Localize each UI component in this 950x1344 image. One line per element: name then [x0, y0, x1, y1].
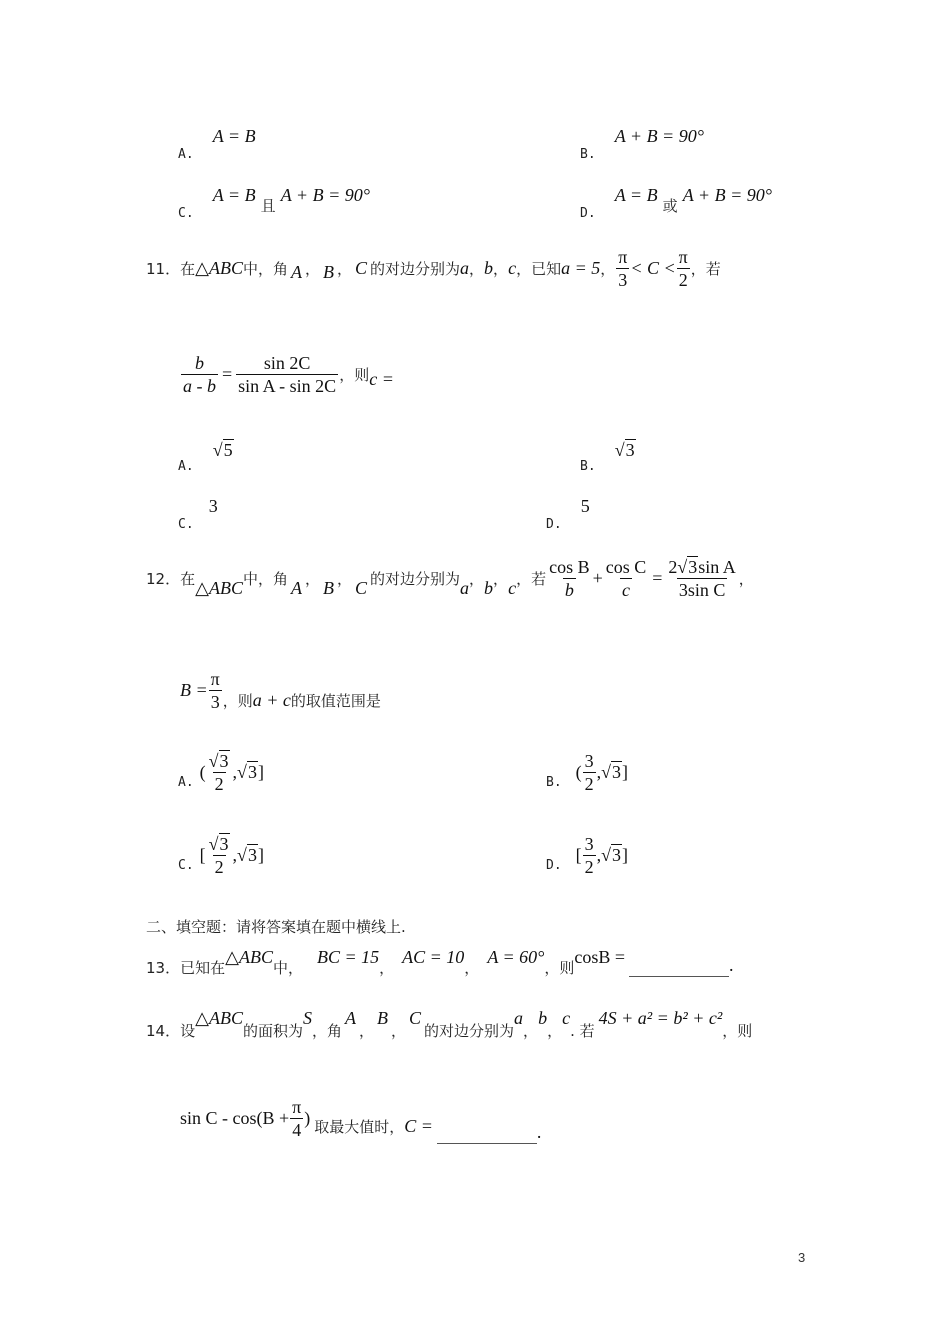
- fraction-lhs: $\frac{b}{a - b}$: [183, 353, 216, 396]
- ask-expression: C =: [404, 1116, 433, 1136]
- stem-text: ，则: [544, 959, 575, 977]
- var-b: b: [484, 258, 494, 278]
- q11-option-c: [178, 496, 218, 532]
- inequality: < C <: [630, 258, 676, 278]
- q10-option-d: [580, 185, 772, 221]
- option-math: A + B = 90°: [614, 126, 704, 146]
- q14-stem: 14． 设 △ABC 的面积为 S ，角 A ， B ， C 的对边分别为 a ， b ， c . 若 4S + a² = b² + c² ，则: [146, 1008, 753, 1040]
- triangle-symbol: △ABC: [195, 578, 243, 598]
- stem-text: ，角: [311, 1022, 342, 1040]
- separator: ，: [379, 959, 395, 977]
- stem-text: 取最大值时，: [314, 1118, 405, 1136]
- condition-bc: BC = 15: [316, 947, 380, 967]
- var-c-upper: C: [355, 578, 368, 598]
- stem-text: . 若: [570, 1022, 595, 1040]
- fraction-cosb: cos B b: [549, 557, 590, 600]
- q12-option-d: [546, 833, 628, 878]
- sqrt-value: √3: [614, 440, 635, 460]
- sqrt-value: √3: [237, 845, 257, 865]
- fraction: 3 2: [584, 751, 594, 794]
- question-number: 11．: [146, 260, 181, 278]
- q11-stem: 11． 在 △ABC 中，角 A ， B ， C 的对边分别为 a ， b ， c ，已知 a = 5 ， π 3 < C < π 2 ，若: [146, 247, 721, 290]
- stem-text: 的对边分别为: [370, 570, 461, 588]
- option-label: A.: [178, 775, 194, 790]
- triangle-symbol: △ABC: [195, 1008, 243, 1028]
- var-b-upper: B: [322, 262, 334, 282]
- stem-text: 中，: [272, 959, 303, 977]
- question-number: 12．: [146, 570, 181, 588]
- bracket: (: [199, 762, 206, 782]
- var-c-upper: C: [409, 1008, 422, 1028]
- pi-over-3: $\frac{\pi}{3}$: [210, 669, 220, 712]
- var-c: c: [508, 258, 517, 278]
- bracket: (: [575, 762, 582, 782]
- paren-close: ): [304, 1108, 311, 1128]
- page-number: 3: [798, 1250, 806, 1265]
- option-label: D.: [546, 858, 562, 873]
- ask-expression: c =: [369, 369, 394, 389]
- bracket: ]: [622, 845, 629, 865]
- stem-text: ，则: [222, 692, 253, 710]
- bracket: [: [575, 845, 582, 865]
- area-condition: 4S + a² = b² + c²: [598, 1008, 723, 1028]
- bracket: ]: [622, 762, 629, 782]
- stem-text: 设: [180, 1022, 196, 1040]
- var-c-upper: C: [355, 258, 368, 278]
- stem-text: 的取值范围是: [290, 692, 381, 710]
- option-joiner: 或: [662, 197, 678, 215]
- trig-expression: sin C - cos(B +: [180, 1108, 290, 1128]
- var-c: c: [508, 578, 517, 598]
- condition-angle: A = 60°: [487, 947, 545, 967]
- stem-text: 中，角: [242, 260, 288, 278]
- sqrt-value: √3: [601, 845, 622, 865]
- option-math: A + B = 90°: [280, 185, 370, 205]
- b-equals: B =: [180, 680, 208, 700]
- separator: ,: [596, 762, 602, 782]
- separator: ,: [596, 845, 602, 865]
- option-label: C.: [178, 206, 194, 221]
- var-c: c: [562, 1008, 571, 1028]
- q11-option-a: [178, 440, 234, 474]
- stem-text: 的对边分别为: [370, 260, 461, 278]
- option-label: B.: [580, 459, 596, 474]
- stem-text: ，: [738, 570, 754, 588]
- q12-condition: [180, 668, 381, 713]
- var-b: b: [538, 1008, 548, 1028]
- period: .: [729, 955, 734, 975]
- option-math: A + B = 90°: [682, 185, 772, 205]
- option-math: A = B: [614, 185, 658, 205]
- triangle-symbol: △ABC: [225, 947, 273, 967]
- answer-blank[interactable]: [629, 954, 729, 977]
- period: .: [536, 1122, 542, 1142]
- q14-expression: [180, 1096, 541, 1141]
- sqrt-value: √3: [601, 762, 622, 782]
- fraction-rhs: $\frac{\sin 2C}{\text{sin A - sin 2C}}$: [238, 353, 337, 396]
- fraction: √3 2: [208, 834, 229, 877]
- stem-text: 在: [180, 570, 196, 588]
- equals-sign: =: [222, 364, 233, 384]
- option-value: 3: [208, 496, 218, 516]
- option-label: D.: [546, 517, 562, 532]
- fraction-sina: $\frac{\text{2√3sin A}}{\text{3sin C}}$: [668, 557, 736, 600]
- q12-option-a: [178, 750, 264, 795]
- triangle-symbol: △ABC: [195, 258, 243, 278]
- var-a: a: [460, 578, 470, 598]
- bracket: [: [199, 845, 206, 865]
- stem-text: 已知在: [180, 959, 226, 977]
- given-condition: a = 5: [561, 258, 601, 278]
- separator: ,: [232, 762, 238, 782]
- q10-option-c: [178, 185, 370, 221]
- option-label: A.: [178, 459, 194, 474]
- option-label: C.: [178, 858, 194, 873]
- condition-ac: AC = 10: [402, 947, 465, 967]
- fraction: √3 2: [208, 751, 229, 794]
- option-math: A = B: [212, 126, 256, 146]
- q12-stem: 12． 在 △ABC 中，角 A ， B ， C 的对边分别为 a ， b ， c ，若 cos B b + $\frac{\text{cos C}}{c}$ = $\frac{\text{2√3sin A}}{\text{3sin C}}$ ，: [146, 557, 754, 600]
- question-number: 14．: [146, 1022, 181, 1040]
- sqrt-value: √3: [237, 762, 257, 782]
- q11-option-b: [580, 440, 636, 474]
- stem-text: 的对边分别为: [424, 1022, 515, 1040]
- var-a-upper: A: [290, 262, 302, 282]
- plus-sign: +: [592, 568, 603, 588]
- ask-expression: cosB =: [574, 947, 625, 967]
- option-label: D.: [580, 206, 596, 221]
- stem-text: ，则: [722, 1022, 753, 1040]
- var-a-upper: A: [290, 578, 302, 598]
- option-joiner: 且: [260, 197, 276, 215]
- sqrt-value: √5: [212, 440, 233, 460]
- var-b: b: [484, 578, 494, 598]
- q12-option-c: [178, 833, 264, 878]
- pi-over-3: π 3: [618, 247, 628, 290]
- var-a: a: [460, 258, 470, 278]
- separator: ,: [232, 845, 238, 865]
- pi-over-2: π 2: [678, 247, 688, 290]
- option-label: C.: [178, 517, 194, 532]
- pi-over-4: $\frac{\pi}{4}$: [292, 1097, 302, 1140]
- option-label: A.: [178, 147, 194, 162]
- question-number: 13．: [146, 959, 181, 977]
- stem-text: ，则: [339, 366, 370, 384]
- stem-text: ，若: [516, 570, 547, 588]
- section-heading: 二、填空题：请将答案填在题中横线上.: [146, 918, 406, 936]
- fraction-cosc: $\frac{\text{cos C}}{c}$: [605, 557, 647, 600]
- q11-option-d: [546, 496, 590, 532]
- var-s: S: [302, 1008, 312, 1028]
- q10-option-b: [580, 126, 704, 162]
- var-a-upper: A: [344, 1008, 356, 1028]
- var-b-upper: B: [322, 578, 334, 598]
- separator: ，: [464, 959, 480, 977]
- option-math: A = B: [212, 185, 256, 205]
- fraction: 3 2: [584, 834, 594, 877]
- bracket: ]: [257, 845, 264, 865]
- var-b-upper: B: [377, 1008, 388, 1028]
- stem-text: 中，角: [242, 570, 288, 588]
- stem-text: ，已知: [516, 260, 562, 278]
- answer-blank[interactable]: [437, 1121, 537, 1144]
- option-value: 5: [580, 496, 590, 516]
- q13: [146, 946, 734, 977]
- stem-text: ，若: [690, 260, 721, 278]
- option-label: B.: [580, 147, 596, 162]
- stem-text: 在: [180, 260, 196, 278]
- bracket: ]: [257, 762, 264, 782]
- stem-text: 的面积为: [242, 1022, 303, 1040]
- q11-equation: [180, 352, 394, 397]
- q10-option-a: [178, 126, 256, 162]
- sum-expression: a + c: [252, 690, 291, 710]
- option-label: B.: [546, 775, 562, 790]
- q12-option-b: [546, 750, 628, 795]
- var-a: a: [514, 1008, 524, 1028]
- equals-sign: =: [652, 568, 663, 588]
